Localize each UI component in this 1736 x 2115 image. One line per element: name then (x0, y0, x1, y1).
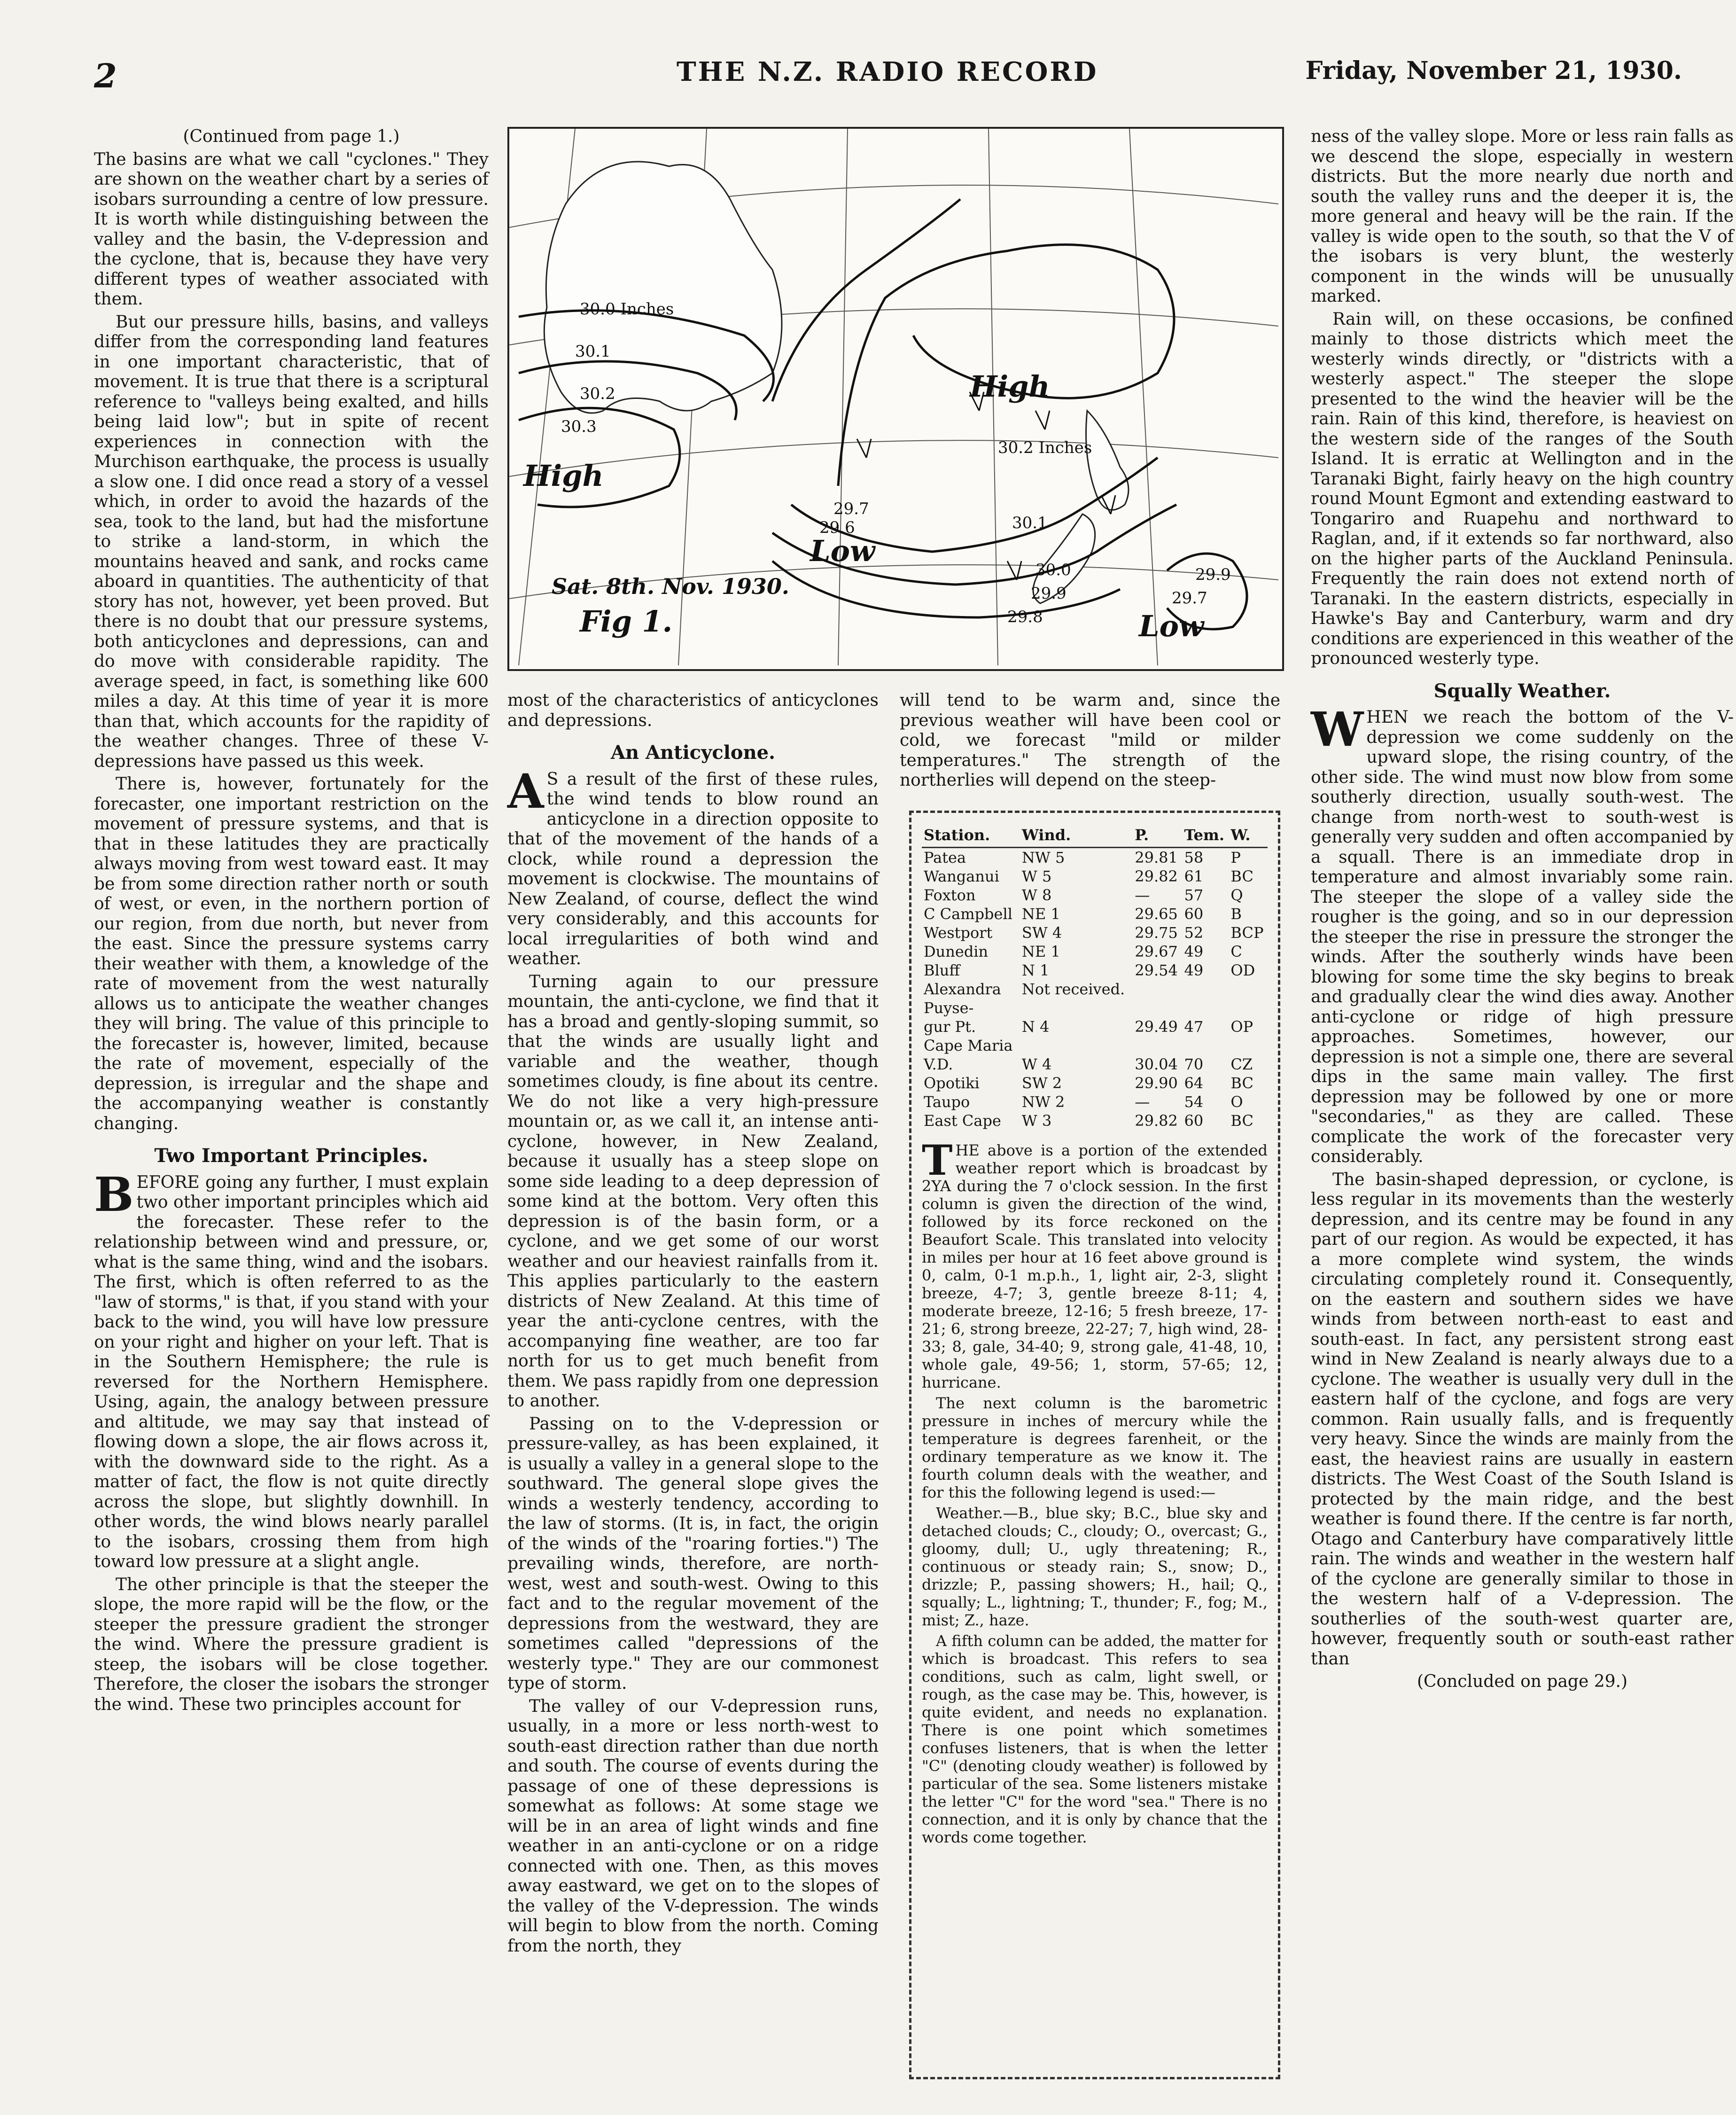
paragraph-text: S a result of the first of these rules, the wind tends to blow round an anticyclone in a direction opposite to that of the movement of the hands of a clock, while round a depression the movement is clockwise. The mountains of New Zealand, of course, deflect the wind very considerably, and this accounts for local irregularities of both wind and weather. (507, 769, 879, 968)
table-cell: Cape Maria (924, 1037, 1013, 1054)
table-cell: Westport (924, 924, 993, 942)
high-pressure-label: High (970, 369, 1050, 404)
table-cell: Alexandra (924, 980, 1001, 998)
paragraph: The other principle is that the steeper the slope, the more rapid will be the flow, or the steeper the pressure gradient the stronger the wind. Where the pressure gradient is steep, the isobars will be close together. Therefore, the closer the isobars the stronger the wind. These two principles account for (94, 1575, 489, 1714)
paragraph: Turning again to our pressure mountain, the anti-cyclone, we find that it has a broad and gently-sloping summit, so that the winds are usually light and variable and the weather, though sometimes cloudy, is fine about its centre. We do not like a very high-pressure mountain or, as we call it, an intense anti-cyclone, however, in New Zealand, because it usually has a steep slope on some side leading to a deep depression of some kind at the bottom. Very often this depression is of the basin form, or a cyclone, and we get some of our worst weather and our heaviest rainfalls from it. This applies particularly to the eastern districts of New Zealand. At this time of year the anti-cyclone centres, with the accompanying fine weather, are too far north for us to get much benefit from them. We pass rapidly from one depression to another. (507, 972, 879, 1411)
table-cell: 58 (1184, 849, 1204, 866)
isobar-label: 29.9 (1031, 584, 1067, 603)
table-cell: 29.75 (1135, 924, 1178, 942)
table-cell: Opotiki (924, 1074, 980, 1092)
table-cell: NW 2 (1021, 1093, 1065, 1111)
table-cell: W 5 (1021, 867, 1052, 885)
table-cell: Patea (924, 849, 966, 866)
paragraph: The basins are what we call "cyclones." They are shown on the weather chart by a series of isobars surrounding a centre of low pressure. It is worth while distinguishing between the valley and the basin, the V-depression and the cyclone, that is, because they have very different types of weather associated with them. (94, 149, 489, 309)
table-cell: 30.04 (1135, 1055, 1178, 1073)
column-header: Tem. (1183, 823, 1229, 848)
column-header: Wind. (1020, 823, 1133, 848)
table-row (922, 848, 1268, 867)
weather-report-rows (922, 848, 1268, 1131)
article-column-1 (94, 127, 489, 1717)
table-row (922, 1055, 1268, 1074)
isobar-label: 29.9 (1195, 565, 1231, 584)
table-cell: SW 2 (1021, 1074, 1062, 1092)
table-header-row (922, 823, 1268, 848)
table-cell (1133, 980, 1182, 999)
table-cell (1229, 980, 1268, 999)
isobar-map (509, 129, 1278, 665)
table-cell: NW 5 (1021, 849, 1065, 866)
table-cell: 60 (1184, 1112, 1204, 1130)
page-number: 2 (94, 56, 117, 95)
isobar-label: 30.3 (561, 417, 597, 436)
column-header: Station. (922, 823, 1020, 848)
table-cell: 61 (1184, 867, 1204, 885)
table-cell: 47 (1184, 1018, 1204, 1036)
section-heading: An Anticyclone. (610, 741, 776, 764)
table-cell: 70 (1184, 1055, 1204, 1073)
table-cell: 29.81 (1135, 849, 1178, 866)
table-cell (1133, 1036, 1182, 1055)
table-cell: BC (1230, 867, 1253, 885)
table-cell: 29.82 (1135, 1112, 1178, 1130)
table-cell: CZ (1230, 1055, 1253, 1073)
table-row (922, 923, 1268, 942)
table-cell: 64 (1184, 1074, 1204, 1092)
meridian-line (1129, 129, 1158, 665)
table-cell (1133, 999, 1182, 1017)
table-cell: BC (1230, 1074, 1253, 1092)
table-row (922, 905, 1268, 923)
table-cell: 49 (1184, 961, 1204, 979)
table-row (922, 867, 1268, 886)
nz-north-island (1086, 411, 1129, 510)
table-cell: Wanganui (924, 867, 999, 885)
paragraph (94, 1166, 489, 1572)
table-cell: BC (1230, 1112, 1253, 1130)
section-heading: Two Important Principles. (154, 1145, 428, 1167)
table-cell (1229, 1036, 1268, 1055)
paragraph: The valley of our V-depression runs, usually, in a more or less north-west to south-east direction rather than due north and south. The course of events during the passage of one of these depressions is somewhat as follows: At some stage we will be in an area of light winds and fine weather in an anti-cyclone or on a ridge connected with one. Then, as this moves away eastward, we get on to the slopes of the valley of the V-depression. The winds will begin to blow from the north. Coming from the north, they (507, 1696, 879, 1956)
table-cell: BCP (1230, 924, 1264, 942)
table-cell: W 8 (1021, 886, 1052, 904)
column-header: P. (1133, 823, 1182, 848)
section-heading: Squally Weather. (1433, 679, 1611, 702)
article-column-4 (1311, 127, 1734, 1695)
table-cell: 49 (1184, 943, 1204, 960)
table-cell: 57 (1184, 886, 1204, 904)
isobar-label: 29.6 (819, 518, 855, 537)
table-cell: NE 1 (1021, 943, 1060, 960)
table-row (922, 1036, 1268, 1055)
table-cell (1020, 1036, 1133, 1055)
table-cell: 29.54 (1135, 961, 1178, 979)
paragraph: The next column is the barometric pressure in inches of mercury while the temperature is degrees farenheit, or the ordinary temperature as we know it. The fourth column deals with the weather, and for this the following legend is used:— (922, 1394, 1268, 1501)
concluded-note: (Concluded on page 29.) (1417, 1672, 1628, 1691)
paragraph: The basin-shaped depression, or cyclone, is less regular in its movements than the westerly depression, and its centre may be found in any part of our region. As would be expected, it has a more complete wind system, the winds circulating completely round it. Consequently, on the eastern and southern sides we have winds from between north-east to east and south-east. In fact, any persistent strong east wind in New Zealand is nearly always due to a cyclone. The weather is usually very dull in the eastern half of the cyclone, and fogs are very common. Rain usually falls, and is frequently very heavy. Since the winds are mainly from the east, the heaviest rains are usually in eastern districts. The West Coast of the South Island is protected by the main ridge, and the best weather is found there. If the centre is far north, Otago and Canterbury have comparatively little rain. The winds and weather in the western half of the cyclone are generally similar to those in the western half of a V-depression. The southerlies of the south-west quarter are, however, frequently south or south-east rather than (1311, 1170, 1734, 1669)
table-cell: C Campbell (924, 905, 1012, 923)
table-cell: V.D. (924, 1055, 953, 1073)
table-cell (1183, 1036, 1229, 1055)
paragraph (1311, 702, 1734, 1167)
table-cell: 54 (1184, 1093, 1204, 1111)
weather-map-figure (507, 127, 1284, 671)
table-cell (1229, 999, 1268, 1017)
isobar-label: 30.2 Inches (998, 438, 1092, 457)
meridian-line (838, 129, 848, 665)
isobar-label: 30.0 (1035, 561, 1071, 579)
isobar-label: 30.2 (580, 384, 615, 403)
table-row (922, 980, 1268, 999)
table-cell: Not received. (1021, 980, 1125, 998)
table-cell: O (1230, 1093, 1243, 1111)
low-pressure-label: Low (810, 534, 875, 568)
table-cell: 60 (1184, 905, 1204, 923)
table-cell: W 4 (1021, 1055, 1052, 1073)
table-cell: NE 1 (1021, 905, 1060, 923)
paragraph: A fifth column can be added, the matter for which is broadcast. This refers to sea conditions, such as calm, light swell, or rough, as the case may be. This, however, is quite evident, and needs no explanation. There is one point which sometimes confuses listeners, that is when the letter "C" (denoting cloudy weather) is followed by particular of the sea. Some listeners mistake the letter "C" for the word "sea." There is no connection, and it is only by chance that the words come together. (922, 1632, 1268, 1846)
wind-arrow-icon (1035, 411, 1050, 429)
table-cell: C (1230, 943, 1242, 960)
table-row (922, 1111, 1268, 1130)
figure-number-caption: Fig 1. (580, 604, 673, 639)
table-row (922, 1093, 1268, 1111)
publication-title: THE N.Z. RADIO RECORD (677, 56, 1098, 87)
table-cell: Taupo (924, 1093, 970, 1111)
table-cell (1183, 999, 1229, 1017)
table-cell: Bluff (924, 961, 960, 979)
table-row (922, 961, 1268, 980)
paragraph (507, 763, 879, 969)
table-row (922, 1017, 1268, 1036)
table-cell: Foxton (924, 886, 976, 904)
australia-coastline (544, 162, 782, 413)
table-cell: 29.65 (1135, 905, 1178, 923)
table-row (922, 999, 1268, 1017)
drop-cap: B (94, 1166, 134, 1222)
isobar-label: 30.1 (575, 342, 611, 361)
continued-note: (Continued from page 1.) (183, 127, 400, 146)
paragraph: Passing on to the V-depression or pressure-valley, as has been explained, it is usually a valley in a general slope to the southward. The general slope gives the winds a westerly tendency, according to the law of storms. (It is, in fact, the origin of the winds of the "roaring forties.") The prevailing winds, therefore, are north-west, west and south-west. Owing to this fact and to the regular movement of the depressions from the westward, they are sometimes called "depressions of the westerly type." They are our commonest type of storm. (507, 1414, 879, 1693)
isobar-label: 30.1 (1012, 514, 1048, 532)
isobar-label: 29.7 (833, 499, 869, 518)
table-cell: Q (1230, 886, 1243, 904)
table-cell: 29.49 (1135, 1018, 1178, 1036)
page-header (94, 56, 1682, 99)
article-column-2 (507, 691, 879, 1959)
drop-cap: W (1311, 702, 1364, 757)
table-row (922, 1074, 1268, 1093)
paragraph: But our pressure hills, basins, and valleys differ from the corresponding land features in one important characteristic, that of movement. It is true that there is a scriptural reference to "valleys being exalted, and hills being laid low"; but in spite of recent experiences in connection with the Murchison earthquake, the process is usually a slow one. I did once read a story of a vessel which, in order to avoid the hazards of the sea, took to the land, but had the misfortune to strike a land-storm, in which the mountains heaved and sank, and rocks came aboard in quantities. The authenticity of that story has not, however, yet been proved. But there is no doubt that our pressure systems, both anticyclones and depressions, can and do move with considerable rapidity. The average speed, in fact, is something like 600 miles a day. At this time of year it is more than that, which accounts for the rapidity of the weather changes. Three of these V-depressions have passed us this week. (94, 312, 489, 771)
table-cell: N 4 (1021, 1018, 1050, 1036)
table-cell: Puyse- (924, 999, 974, 1017)
paragraph: will tend to be warm and, since the previous weather will have been cool or cold, we forecast "mild or milder temperatures." The strength of the northerlies will depend on the steep- (900, 691, 1280, 790)
paragraph (922, 1136, 1268, 1391)
article-column-3 (900, 691, 1280, 794)
paragraph-text: HE above is a portion of the extended weather report which is broadcast by 2YA during the 7 o'clock session. In the first column is given the direction of the wind, followed by its force reckoned on the Beaufort Scale. This translated into velocity in miles per hour at 16 feet above ground is 0, calm, 0-1 m.p.h., 1, light air, 2-3, slight breeze, 4-7; 3, gentle breeze 8-11; 4, moderate breeze, 12-16; 5 fresh breeze, 17-21; 6, strong breeze, 22-27; 7, high wind, 28-33; 8, gale, 34-40; 9, strong gale, 41-48, 10, whole gale, 49-56; 1, storm, 57-65; 12, hurricane. (922, 1141, 1268, 1391)
paragraph-text: EFORE going any further, I must explain two other important principles which aid the forecaster. These refer to the relationship between wind and pressure, or, what is the same thing, wind and the isobars. The first, which is often referred to as the "law of storms," is that, if you stand with your back to the wind, you will have low pressure on your right and higher on your left. That is in the Southern Hemisphere; the rule is reversed for the Northern Hemisphere. Using, again, the analogy between pressure and altitude, we may say that instead of flowing down a slope, the air flows across it, with the downward side to the right. As a matter of fact, the flow is not quite directly across the slope, but slightly downhill. In other words, the wind blows nearly parallel to the isobars, crossing them from high toward low pressure at a slight angle. (94, 1172, 489, 1571)
isobar (772, 199, 960, 401)
table-cell: gur Pt. (924, 1018, 976, 1036)
table-cell: OD (1230, 961, 1255, 979)
drop-cap: A (507, 763, 544, 819)
table-cell (1183, 980, 1229, 999)
paragraph-text: HEN we reach the bottom of the V-depression we come suddenly on the upward slope, the rising country, of the other side. The wind must now blow from some southerly direction, usually south-west. The change from north-west to south-west is generally very sudden and often accompanied by a squall. There is an immediate drop in temperature and almost invariably some rain. The steeper the slope of a valley side the rougher is the going, and so in our depression the steeper the rise in pressure the stronger the winds. After the southerly winds have been blowing for some time the sky begins to break and gradually clear the wind dies away. Another anti-cyclone or ridge of high pressure approaches. Sometimes, however, our depression is not a simple one, there are several dips in the same main valley. The first depression may be followed by one or more "secondaries," as they are called. These complicate the work of the forecaster very considerably. (1311, 708, 1734, 1166)
table-cell: 29.82 (1135, 867, 1178, 885)
table-cell: B (1230, 905, 1242, 923)
weather-report-box (909, 811, 1280, 2079)
table-cell: N 1 (1021, 961, 1050, 979)
isobar-label: 29.7 (1172, 589, 1207, 608)
table-cell: East Cape (924, 1112, 1001, 1130)
isobar-label: 29.8 (1007, 608, 1043, 626)
paragraph: most of the characteristics of anticyclones and depressions. (507, 691, 879, 730)
issue-date: Friday, November 21, 1930. (1305, 56, 1682, 85)
figure-date-caption: Sat. 8th. Nov. 1930. (552, 574, 789, 599)
table-cell: Dunedin (924, 943, 989, 960)
table-cell: 52 (1184, 924, 1204, 942)
table-cell: W 3 (1021, 1112, 1052, 1130)
table-row (922, 942, 1268, 961)
table-cell: SW 4 (1021, 924, 1062, 942)
drop-cap: T (922, 1136, 953, 1185)
table-cell: OP (1230, 1018, 1253, 1036)
low-pressure-label: Low (1139, 609, 1204, 643)
table-cell: 29.67 (1135, 943, 1178, 960)
table-cell (1020, 999, 1133, 1017)
weather-legend: Weather.—B., blue sky; B.C., blue sky and detached clouds; C., cloudy; O., overcast; G., gloomy, dull; U., ugly threatening; R., continuous or steady rain; S., snow; D., drizzle; P., passing showers; H., hail; Q., squally; L., lightning; T., thunder; F., fog; M., mist; Z., haze. (922, 1504, 1268, 1629)
high-pressure-label: High (523, 459, 604, 493)
table-cell: — (1135, 1093, 1150, 1111)
table-cell: 29.90 (1135, 1074, 1178, 1092)
paragraph: ness of the valley slope. More or less rain falls as we descend the slope, especially in western districts. But the more nearly due north and south the valley runs and the deeper it is, the more general and heavy will be the rain. If the valley is wide open to the south, so that the V of the isobars is very blunt, the westerly component in the winds will be unusually marked. (1311, 127, 1734, 306)
column-header: W. (1229, 823, 1268, 848)
paragraph: There is, however, fortunately for the forecaster, one important restriction on the movement of pressure systems, and that is that in these latitudes they are practically always moving from west toward east. It may be from some direction rather north or south of west, or even, in the northern portion of our region, from due north, but never from the east. Since the pressure systems carry their weather with them, a knowledge of the rate of movement from the west naturally allows us to anticipate the weather changes they will bring. The value of this principle to the forecaster is, however, limited, because the rate of movement, especially of the depression, is irregular and the shape and the accompanying weather is constantly changing. (94, 774, 489, 1133)
table-cell: P (1230, 849, 1241, 866)
weather-report-table (922, 823, 1268, 1130)
latitude-line (509, 440, 1278, 476)
paragraph: Rain will, on these occasions, be confined mainly to those districts which meet the westerly winds directly, or "districts with a westerly aspect." The steeper the slope presented to the wind the heavier will be the rain. Rain of this kind, therefore, is heaviest on the western side of the ranges of the South Island. It is erratic at Wellington and in the Taranaki Bight, fairly heavy on the high country round Mount Egmont and extending eastward to Tongariro and Ruapehu and northward to Raglan, and, if it extends so far northward, also on the higher parts of the Auckland Peninsula. Frequently the rain does not extend north of Taranaki. In the eastern districts, especially in Hawke's Bay and Canterbury, warm and dry conditions are experienced in this weather of the pronounced westerly type. (1311, 309, 1734, 668)
isobar-label: 30.0 Inches (580, 300, 674, 319)
table-row (922, 886, 1268, 905)
table-cell: — (1135, 886, 1150, 904)
